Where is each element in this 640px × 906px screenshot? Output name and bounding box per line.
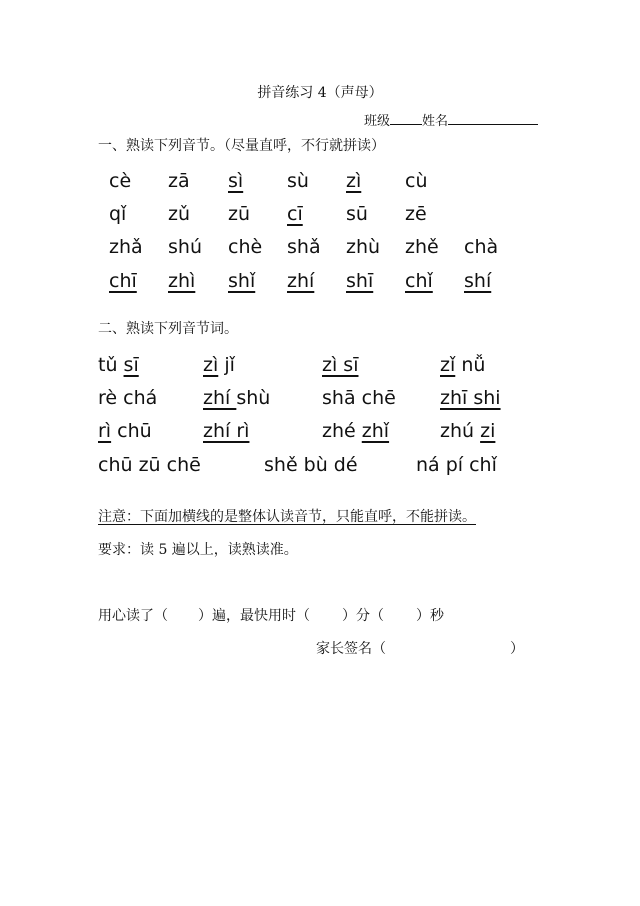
- syllable: zǔ: [168, 203, 191, 225]
- record-part2: ）遍，最快用时（: [198, 608, 310, 624]
- note-text: 注意：下面加横线的是整体认读音节，只能直呼，不能拼读。: [98, 509, 476, 525]
- parent-signature: [316, 640, 524, 658]
- syllable-word: [203, 419, 249, 443]
- syllable-word: [322, 386, 396, 410]
- name-blank[interactable]: [448, 111, 538, 125]
- syllable-word: [440, 386, 501, 410]
- word-syllable: zì sī: [322, 354, 359, 376]
- syllable: zū: [228, 203, 251, 225]
- syllable: shǐ: [228, 270, 256, 292]
- syllable-word: [98, 419, 152, 443]
- syllable: cù: [405, 170, 428, 192]
- syllable: zhù: [346, 236, 381, 258]
- word-syllable: zhī shi: [440, 387, 501, 409]
- word-syllable: chū zū chē: [98, 454, 201, 476]
- word-syllable: shā: [322, 387, 356, 409]
- word-syllable: chá: [123, 387, 158, 409]
- word-syllable: jǐ: [224, 354, 235, 376]
- syllable: chǐ: [405, 270, 433, 292]
- syllable-word: [322, 419, 389, 443]
- signature-close: ）: [510, 641, 524, 657]
- syllable: sū: [346, 203, 368, 225]
- syllable: shī: [346, 270, 374, 292]
- signature-label: 家长签名（: [316, 641, 386, 657]
- syllable-word: [322, 353, 358, 377]
- section1-heading: 一、熟读下列音节。（尽量直呼，不行就拼读）: [98, 138, 385, 154]
- word-syllable: shù: [236, 387, 271, 409]
- class-label: 班级: [364, 114, 391, 129]
- word-syllable: zì: [203, 354, 219, 376]
- syllable-word: [98, 386, 157, 410]
- word-syllable: zhí: [203, 387, 237, 409]
- word-syllable: shě bù dé: [264, 454, 358, 476]
- syllable-word: [440, 419, 495, 443]
- word-syllable: rè: [98, 387, 118, 409]
- syllable-word: [98, 353, 139, 377]
- class-name-line: [364, 111, 538, 130]
- syllable: chà: [464, 236, 499, 258]
- syllable: shú: [168, 236, 202, 258]
- reading-record: [98, 607, 444, 625]
- word-syllable: zhí rì: [203, 420, 250, 442]
- word-syllable: zhǐ: [361, 420, 390, 442]
- section2-heading: 二、熟读下列音节词。: [98, 321, 238, 337]
- syllable: zhǎ: [109, 236, 143, 258]
- word-syllable: chū: [117, 420, 152, 442]
- syllable: zē: [405, 203, 427, 225]
- syllable-word: [416, 453, 497, 477]
- syllable-word: [98, 453, 201, 477]
- syllable: shí: [464, 270, 492, 292]
- record-part4: ）秒: [416, 608, 444, 624]
- word-syllable: zhú: [440, 420, 475, 442]
- word-syllable: zi: [480, 420, 496, 442]
- syllable: chī: [109, 270, 137, 292]
- syllable-word: [203, 386, 270, 410]
- syllable-word: [264, 453, 358, 477]
- word-syllable: ná pí chǐ: [416, 454, 497, 476]
- syllable: zì: [346, 170, 362, 192]
- page-title: 拼音练习 4（声母）: [257, 85, 383, 101]
- syllable: zhě: [405, 236, 439, 258]
- syllable: qǐ: [109, 203, 127, 225]
- class-blank[interactable]: [390, 111, 422, 125]
- name-label: 姓名: [422, 114, 449, 129]
- syllable: shǎ: [287, 236, 321, 258]
- word-syllable: tǔ: [98, 354, 118, 376]
- syllable: zā: [168, 170, 190, 192]
- syllable-word: [203, 353, 235, 377]
- word-syllable: nǚ: [461, 354, 486, 376]
- syllable: cè: [109, 170, 132, 192]
- syllable: cī: [287, 203, 303, 225]
- word-syllable: zhé: [322, 420, 356, 442]
- syllable-word: [440, 353, 485, 377]
- syllable: sù: [287, 170, 309, 192]
- requirement-text: 要求：读 5 遍以上，读熟读准。: [98, 542, 298, 558]
- word-syllable: zǐ: [440, 354, 456, 376]
- record-part3: ）分（: [342, 608, 384, 624]
- word-syllable: chē: [361, 387, 396, 409]
- syllable: zhí: [287, 270, 315, 292]
- syllable: chè: [228, 236, 263, 258]
- record-part1: 用心读了（: [98, 608, 168, 624]
- syllable: zhì: [168, 270, 196, 292]
- syllable: sì: [228, 170, 244, 192]
- word-syllable: sī: [123, 354, 139, 376]
- word-syllable: rì: [98, 420, 112, 442]
